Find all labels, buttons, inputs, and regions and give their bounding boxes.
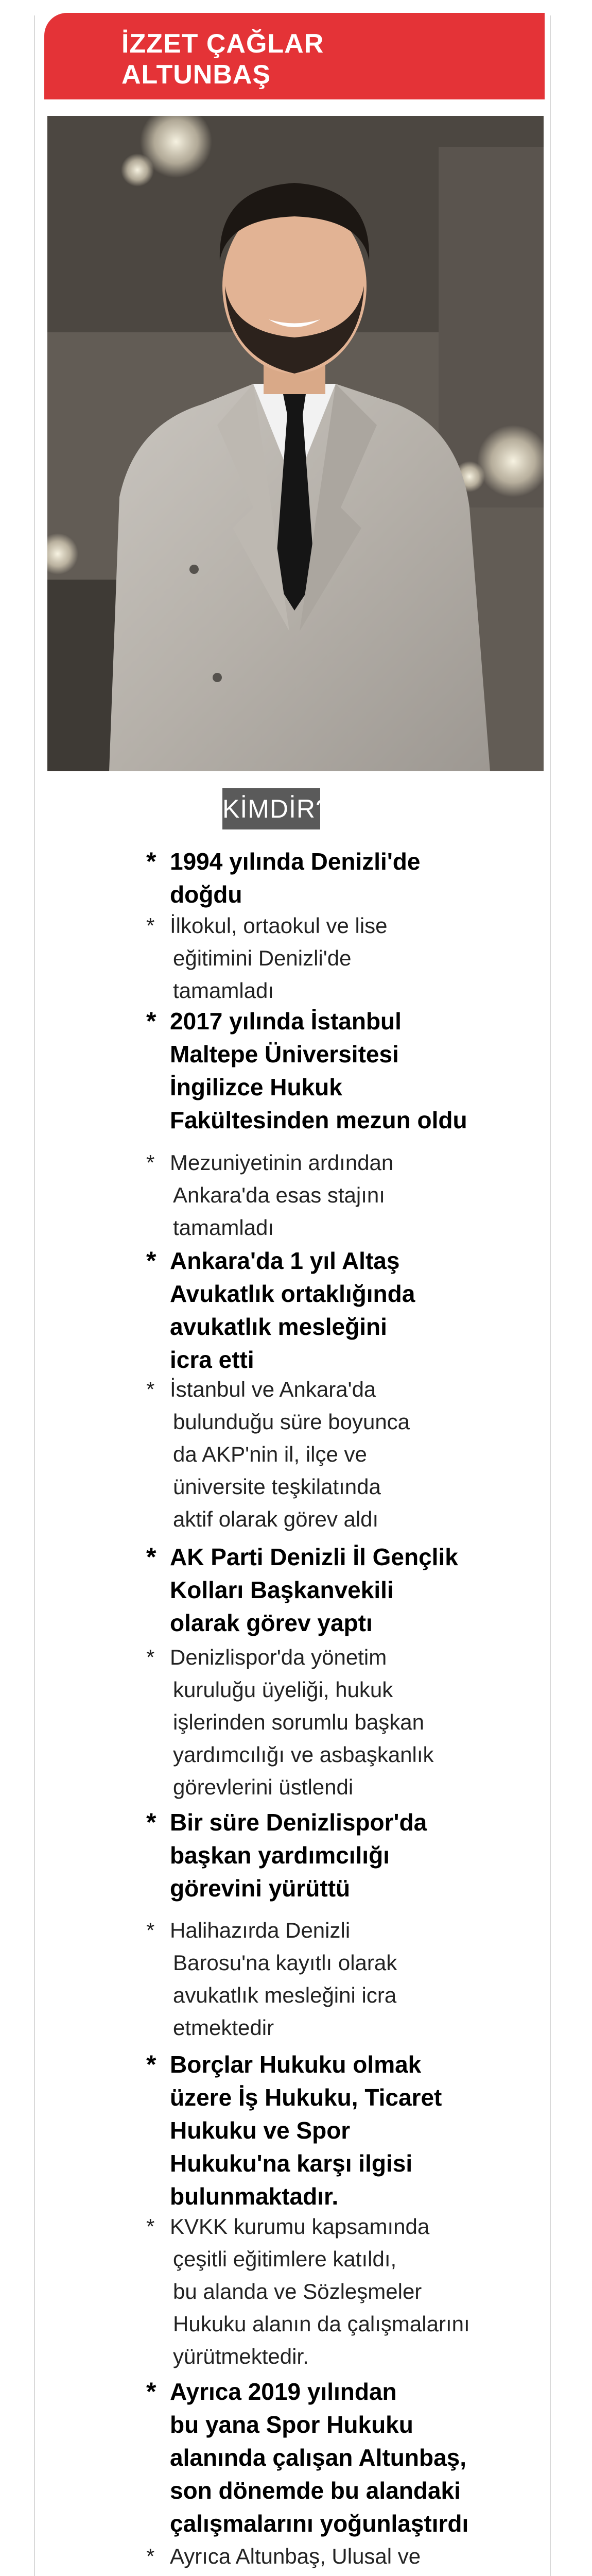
- bio-item-line: Borçlar Hukuku olmak: [170, 2051, 422, 2078]
- bio-item-line: kuruluğu üyeliği, hukuk: [173, 1677, 393, 1702]
- bullet-asterisk: *: [146, 2377, 156, 2406]
- bullet-asterisk: *: [146, 1918, 155, 1942]
- bio-item-line: üzere İş Hukuku, Ticaret: [170, 2084, 442, 2111]
- bullet-asterisk: *: [146, 1808, 156, 1837]
- bio-item-line: son dönemde bu alandaki: [170, 2477, 461, 2504]
- person-name-line-2: ALTUNBAŞ: [121, 60, 271, 90]
- bio-item-line: görevini yürüttü: [170, 1875, 351, 1902]
- bio-item-line: Denizlispor'da yönetim: [170, 1645, 387, 1669]
- bio-item-line: bu yana Spor Hukuku: [170, 2411, 413, 2438]
- bio-item-line: Fakültesinden mezun oldu: [170, 1107, 467, 1133]
- bullet-asterisk: *: [146, 847, 156, 876]
- bio-item-line: doğdu: [170, 881, 242, 908]
- bio-item-line: avukatlık mesleğini: [170, 1313, 387, 1340]
- bio-item-line: Avukatlık ortaklığında: [170, 1280, 415, 1307]
- bio-item-line: Halihazırda Denizli: [170, 1918, 351, 1942]
- bio-item-line: eğitimini Denizli'de: [173, 946, 352, 970]
- bio-item-line: çeşitli eğitimlere katıldı,: [173, 2247, 397, 2271]
- bio-item-line: İstanbul ve Ankara'da: [170, 1377, 376, 1401]
- bio-item-line: KVKK kurumu kapsamında: [170, 2214, 430, 2239]
- bio-item-line: bu alanda ve Sözleşmeler: [173, 2279, 422, 2303]
- bio-item-line: Hukuku ve Spor: [170, 2117, 351, 2144]
- bio-item-line: aktif olarak görev aldı: [173, 1507, 379, 1531]
- bio-item-line: başkan yardımcılığı: [170, 1842, 390, 1869]
- bullet-asterisk: *: [146, 1007, 156, 1036]
- bullet-asterisk: *: [146, 1543, 156, 1571]
- bio-item-line: 2017 yılında İstanbul: [170, 1008, 402, 1035]
- bio-item-line: Ayrıca 2019 yılından: [170, 2378, 397, 2405]
- bullet-asterisk: *: [146, 2214, 155, 2239]
- bio-item-line: icra etti: [170, 1346, 254, 1373]
- bullet-asterisk: *: [146, 1150, 155, 1175]
- bio-item-line: Maltepe Üniversitesi: [170, 1041, 399, 1067]
- bio-item-line: işlerinden sorumlu başkan: [173, 1710, 424, 1734]
- bullet-asterisk: *: [146, 2544, 155, 2568]
- bio-item-line: Ayrıca Altunbaş, Ulusal ve: [170, 2544, 421, 2568]
- bio-item-line: tamamladı: [173, 1215, 274, 1240]
- bio-item-line: [173, 2572, 436, 2576]
- person-name-line-1: İZZET ÇAĞLAR: [121, 29, 324, 59]
- bio-item-line: yürütmektedir.: [173, 2344, 309, 2368]
- bio-item-line: Hukuku alanın da çalışmalarını: [173, 2312, 470, 2336]
- bio-item-line: tamamladı: [173, 978, 274, 1003]
- bio-item-line: AK Parti Denizli İl Gençlik: [170, 1544, 458, 1570]
- bio-item-line: alanında çalışan Altunbaş,: [170, 2444, 467, 2471]
- bio-item-line: Ankara'da 1 yıl Altaş: [170, 1247, 400, 1274]
- bio-item-line: Mezuniyetinin ardından: [170, 1150, 394, 1175]
- bio-item-line: avukatlık mesleğini icra: [173, 1983, 397, 2007]
- bio-item-line: Bir süre Denizlispor'da: [170, 1809, 427, 1836]
- bio-item-line: görevlerini üstlendi: [173, 1775, 354, 1799]
- bullet-asterisk: *: [146, 1645, 155, 1669]
- bio-item-line: bulunduğu süre boyunca: [173, 1410, 410, 1434]
- bio-item-line: bulunmaktadır.: [170, 2183, 339, 2210]
- section-label-kimdir: KİMDİR?: [222, 788, 320, 829]
- bio-item-line: Barosu'na kayıtlı olarak: [173, 1951, 397, 1975]
- bio-item-line: olarak görev yaptı: [170, 1609, 373, 1636]
- bio-item-line: yardımcılığı ve asbaşkanlık: [173, 1742, 434, 1767]
- bio-item-line: Hukuku'na karşı ilgisi: [170, 2150, 413, 2177]
- bio-item-line: 1994 yılında Denizli'de: [170, 848, 421, 875]
- bio-item-line: Kolları Başkanvekili: [170, 1577, 394, 1603]
- bio-item-line: da AKP'nin il, ilçe ve: [173, 1442, 367, 1466]
- bullet-asterisk: *: [146, 913, 155, 938]
- bio-item-line: İngilizce Hukuk: [170, 1074, 342, 1100]
- bio-item-line: etmektedir: [173, 2015, 274, 2040]
- bullet-asterisk: *: [146, 2050, 156, 2079]
- bio-item-line: çalışmalarını yoğunlaştırdı: [170, 2510, 469, 2537]
- bio-item-line: Ankara'da esas stajını: [173, 1183, 385, 1207]
- bullet-asterisk: *: [146, 1246, 156, 1275]
- bullet-asterisk: *: [146, 1377, 155, 1401]
- bio-item-line: üniversite teşkilatında: [173, 1475, 381, 1499]
- bio-item-line: İlkokul, ortaokul ve lise: [170, 913, 388, 938]
